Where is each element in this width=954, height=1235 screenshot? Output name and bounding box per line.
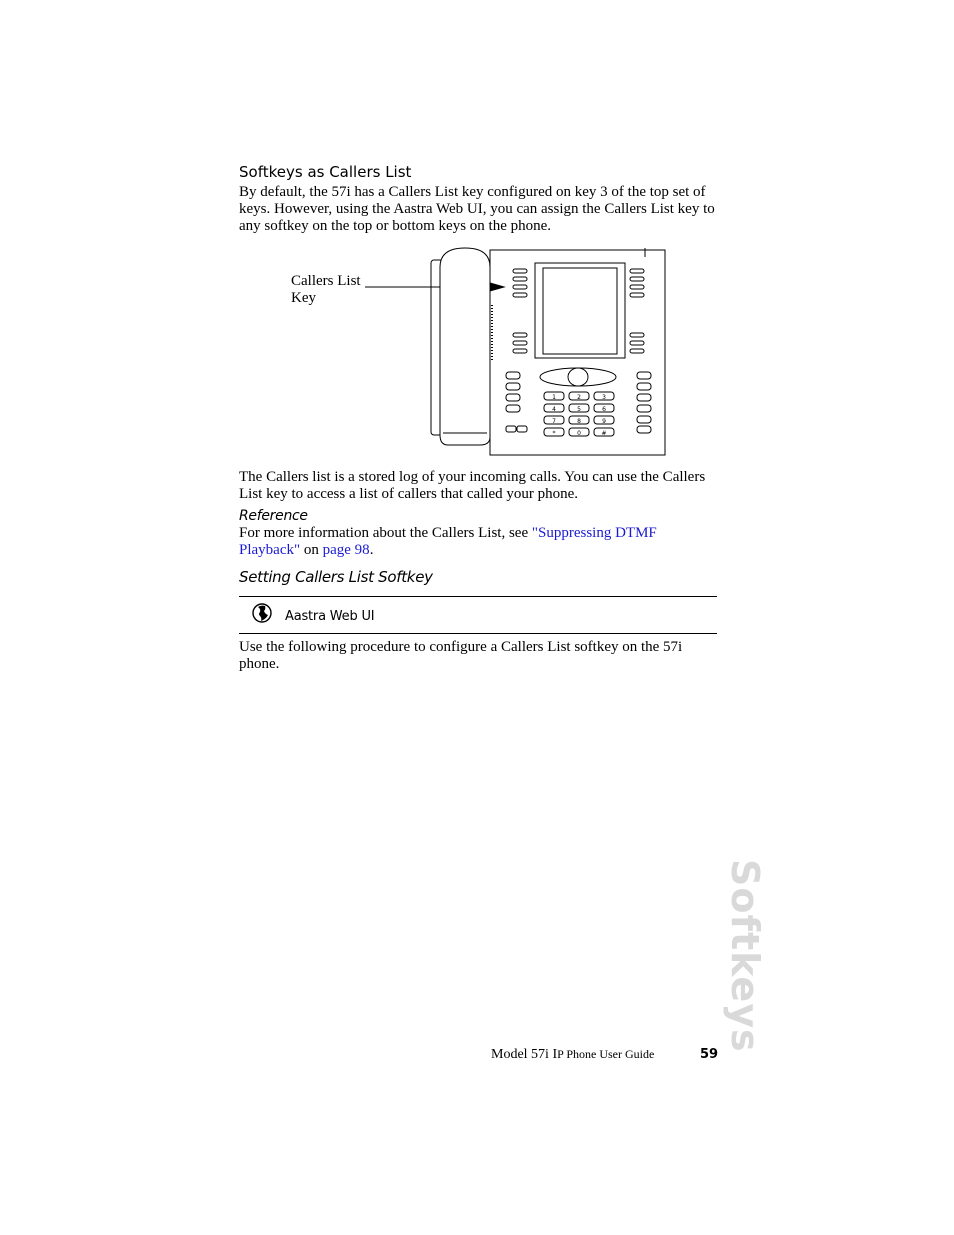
- keypad-key-label: 6: [602, 406, 606, 413]
- screen-bezel: [535, 263, 625, 358]
- right-bottom-softkeys: [630, 333, 644, 353]
- keypad-key-label: 1: [552, 394, 556, 401]
- footer-model: Model 57i I: [491, 1047, 558, 1062]
- procedure-paragraph: Use the following procedure to configure a Callers List softkey on the 57i phone.: [239, 639, 683, 672]
- keypad-key-label: 3: [602, 394, 606, 401]
- callout-arrow: [490, 283, 504, 291]
- intro-paragraph: By default, the 57i has a Callers List key configured on key 3 of the top set of keys. However, using the Aastra Web UI, you can assign the Callers List key to any softkey on the top or bottom keys on the phone.: [239, 184, 715, 234]
- keypad-key-label: 5: [577, 406, 581, 413]
- keypad-key-label: 0: [577, 430, 581, 437]
- right-top-softkeys: [630, 269, 644, 297]
- reference-text-mid: on: [300, 542, 323, 558]
- globe-icon: [252, 603, 272, 623]
- reference-text-before: For more information about the Callers List, see: [239, 525, 532, 541]
- keypad-key-label: 2: [577, 394, 581, 401]
- page-98-link[interactable]: page 98: [322, 542, 370, 558]
- keypad-key-label: #: [601, 430, 607, 437]
- keypad-key-label: 8: [577, 418, 581, 425]
- footer-title: [491, 1047, 654, 1063]
- page-number: 59: [700, 1047, 719, 1062]
- reference-text-end: .: [369, 542, 374, 558]
- section-heading: Softkeys as Callers List: [239, 163, 412, 181]
- reference-label: Reference: [239, 508, 308, 524]
- keypad-key-label: 7: [552, 418, 556, 425]
- keypad-key-label: *: [552, 430, 556, 437]
- web-ui-label: Aastra Web UI: [285, 609, 375, 624]
- suppressing-dtmf-link[interactable]: "Suppressing DTMF Playback": [239, 525, 657, 558]
- callout-line-1: Callers List: [291, 273, 361, 289]
- footer-guide: P Phone User Guide: [557, 1047, 655, 1061]
- handset: [440, 248, 490, 445]
- side-tab-softkeys: Softkeys: [723, 859, 767, 1053]
- left-function-keys: [506, 372, 527, 432]
- keypad-key-label: 4: [552, 406, 556, 413]
- display-screen: [543, 268, 617, 354]
- callout-line-2: Key: [291, 290, 316, 306]
- left-bottom-softkeys: [513, 333, 527, 353]
- callers-paragraph: The Callers list is a stored log of your incoming calls. You can use the Callers List key to access a list of callers that called your phone.: [239, 469, 706, 502]
- right-function-keys: [637, 372, 651, 433]
- procedure-subheading: Setting Callers List Softkey: [239, 568, 433, 586]
- left-top-softkeys: [513, 269, 527, 297]
- phone-figure: [340, 245, 670, 460]
- dial-keypad: [544, 392, 614, 437]
- keypad-key-label: 9: [602, 418, 606, 425]
- reference-paragraph: [239, 525, 719, 559]
